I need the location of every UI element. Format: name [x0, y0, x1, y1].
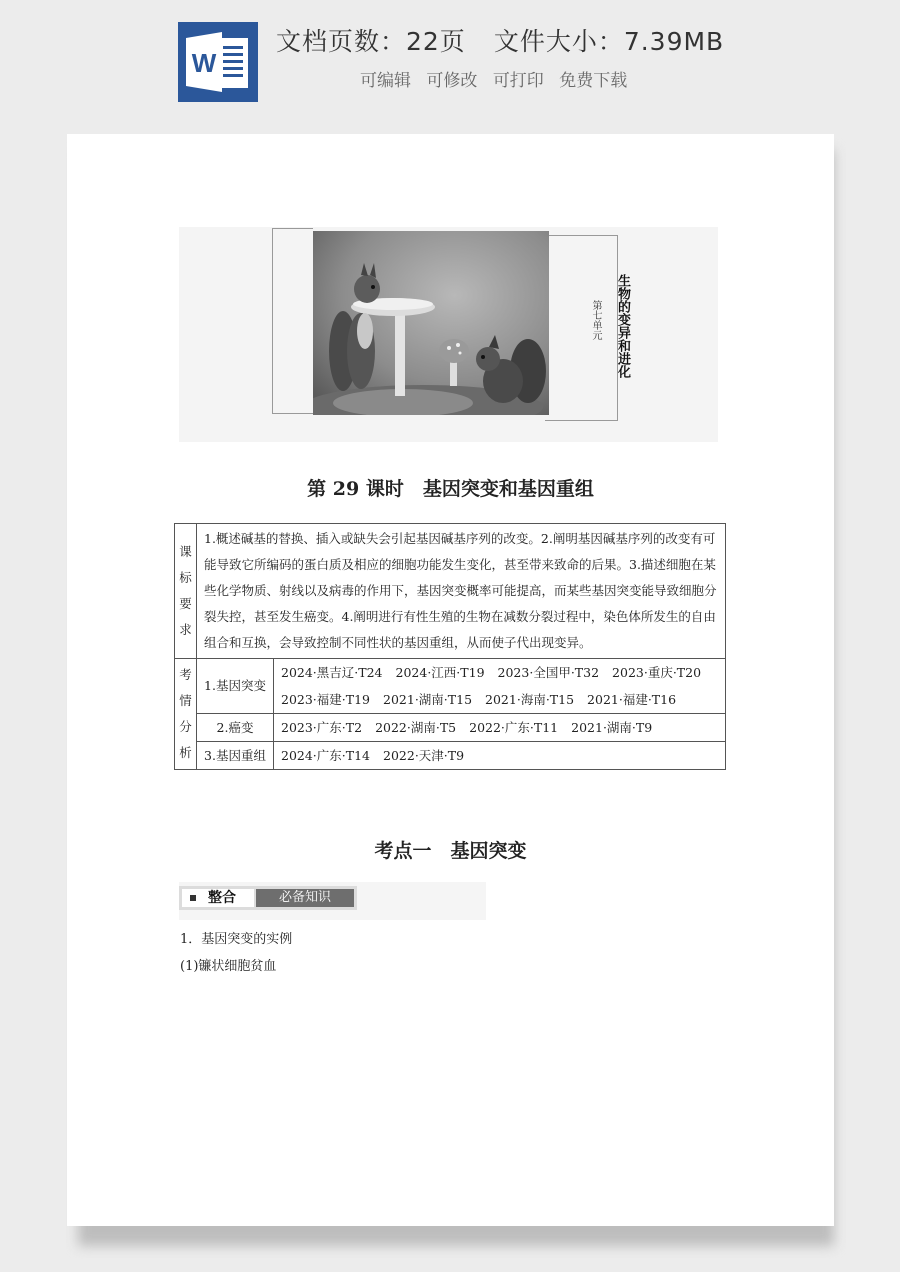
analysis-header	[175, 659, 197, 770]
content-heading: 1．基因突变的实例	[180, 932, 293, 947]
exam-ref: 2021·湖南·T9	[571, 720, 653, 735]
exam-ref: 2023·重庆·T20	[612, 665, 702, 680]
exam-ref: 2021·海南·T15	[485, 692, 575, 707]
lesson-title: 第 29 课时 基因突变和基因重组	[307, 478, 594, 500]
feature-printable: 可打印	[492, 71, 544, 91]
unit-number: 第七单元	[590, 300, 601, 340]
analysis-row	[175, 714, 726, 742]
tag-sub: 必备知识	[256, 889, 354, 907]
header-char: 情	[179, 693, 192, 708]
page-count: 文档页数：22页	[276, 27, 466, 56]
requirements-header	[175, 524, 197, 659]
exam-references	[274, 742, 726, 770]
analysis-row	[175, 659, 726, 714]
svg-text:W: W	[191, 48, 217, 78]
document-stats	[276, 22, 746, 58]
word-document-icon	[178, 22, 258, 102]
exam-ref: 2021·福建·T16	[587, 692, 677, 707]
requirements-text: 1.概述碱基的替换、插入或缺失会引起基因碱基序列的改变。2.阐明基因碱基序列的改变有可能导致它所编码的蛋白质及相应的细胞功能发生变化，甚至带来致命的后果。3.描述细胞在某些化学物质、射线以及病毒的作用下，基因突变概率可能提高，而某些基因突变能导致细胞分裂失控，甚至发生癌变。4.阐明进行有性生殖的生物在减数分裂过程中，染色体所发生的自由组合和互换，会导致控制不同性状的基因重组，从而使子代出现变异。	[197, 524, 726, 659]
analysis-row	[175, 742, 726, 770]
section-title: 考点一 基因突变	[374, 840, 527, 862]
exam-ref: 2024·江西·T19	[395, 665, 485, 680]
header-char: 标	[179, 570, 192, 585]
header-char: 考	[179, 667, 192, 682]
header-char: 课	[179, 544, 192, 559]
exam-ref: 2023·全国甲·T32	[497, 665, 600, 680]
feature-free-download: 免费下载	[559, 71, 628, 91]
exam-ref: 2024·黑吉辽·T24	[281, 665, 383, 680]
exam-references	[274, 659, 726, 714]
feature-modifiable: 可修改	[426, 71, 478, 91]
header-char: 求	[179, 622, 192, 637]
exam-ref: 2023·福建·T19	[281, 692, 371, 707]
cover-frame-left	[272, 228, 313, 414]
content-subheading: (1)镰状细胞贫血	[180, 959, 277, 974]
analysis-category: 2.癌变	[197, 714, 274, 742]
analysis-category: 1.基因突变	[197, 659, 274, 714]
feature-editable: 可编辑	[360, 71, 411, 91]
tag-main	[182, 889, 254, 907]
cover-photo	[313, 231, 549, 415]
exam-ref: 2024·广东·T14	[281, 748, 371, 763]
document-page	[67, 134, 834, 1226]
exam-ref: 2022·湖南·T5	[375, 720, 457, 735]
exam-ref: 2022·天津·T9	[383, 748, 465, 763]
exam-references	[274, 714, 726, 742]
exam-ref: 2022·广东·T11	[469, 720, 559, 735]
download-banner	[0, 0, 900, 120]
header-char: 析	[179, 745, 192, 760]
analysis-category: 3.基因重组	[197, 742, 274, 770]
feature-list	[360, 66, 637, 91]
curriculum-table	[174, 523, 726, 770]
requirements-row	[175, 524, 726, 659]
square-bullet-icon	[190, 895, 196, 901]
unit-title: 生物的变异和进化	[615, 274, 630, 378]
exam-ref: 2023·广东·T2	[281, 720, 363, 735]
section-tag	[179, 886, 357, 910]
exam-ref: 2021·湖南·T15	[383, 692, 473, 707]
header-char: 分	[179, 719, 192, 734]
tag-main-label: 整合	[208, 890, 236, 906]
header-char: 要	[179, 596, 192, 611]
file-size: 文件大小：7.39MB	[493, 27, 725, 56]
cover-frame-right	[545, 235, 618, 421]
